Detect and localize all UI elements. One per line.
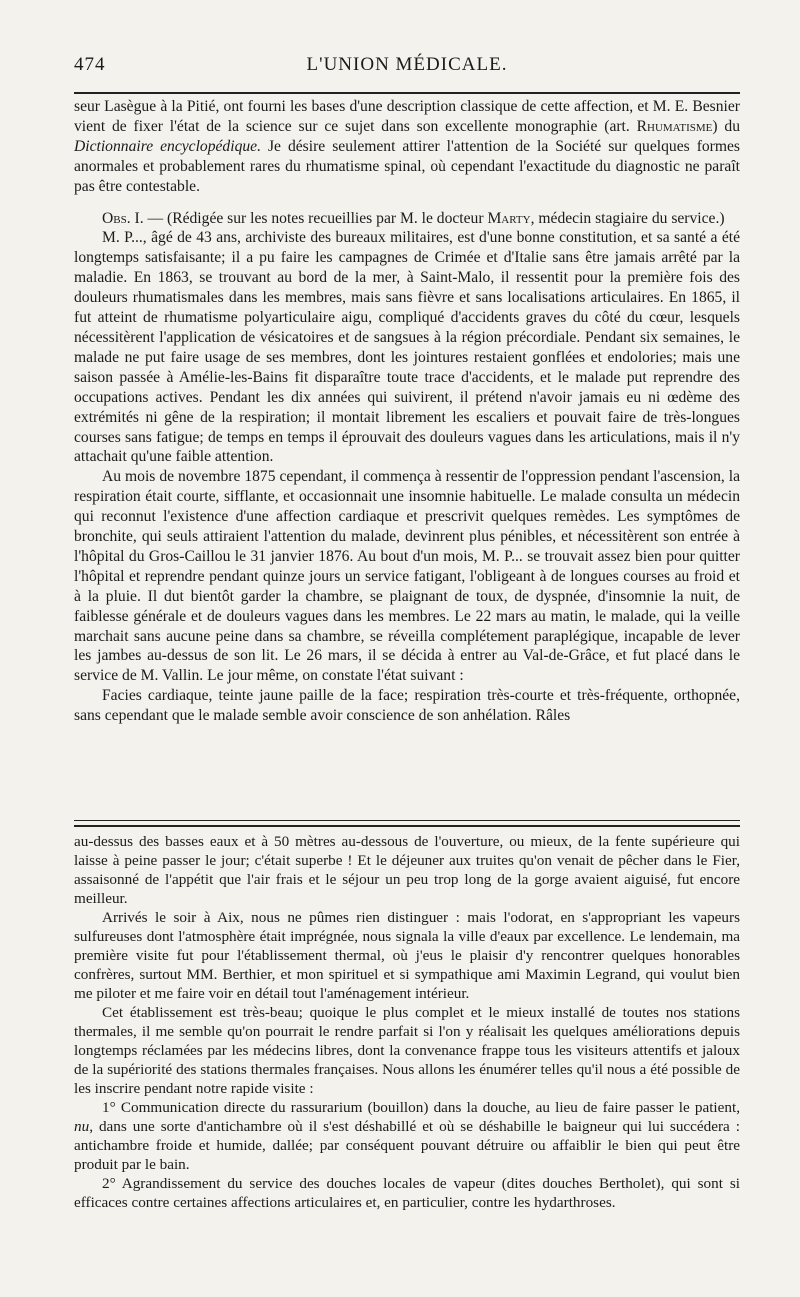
doctor-name: Marty (487, 209, 531, 227)
observation-label: Obs. I. (102, 209, 144, 227)
feuilleton-paragraph-etablissement: Cet établissement est très-beau; quoique le plus complet et le mieux installé de toutes nos stations thermales, il me semble qu'on pourrait le rendre parfait si l'on y réalisait les quelques améliorations depuis longtemps réclamées par les médecins libres, dont la convenance frappe tous les visiteurs attentifs et jaloux de la supériorité des stations thermales françaises. Nous allons les énumérer telles qu'il nous a été possible de les inscrire pendant notre rapide visite : (74, 1004, 740, 1097)
page-number: 474 (74, 54, 106, 75)
feuilleton-item-2: 2° Agrandissement du service des douches locales de vapeur (dites douches Bertholet), qui sont si efficaces contre certaines affections articulaires et, en particulier, contre les hydarthroses. (74, 1175, 740, 1211)
feuilleton-rule (74, 820, 740, 821)
running-title: L'UNION MÉDICALE. (306, 54, 508, 75)
paragraph-onset: Au mois de novembre 1875 cependant, il commença à ressentir de l'oppression pendant l'ascension, la respiration était courte, sifflante, et occasionnait une insomnie habituelle. Le malade consulta un médecin qui reconnut l'existence d'une affection cardiaque et prescrivit quelques remèdes. Les symptômes de bronchite, qui seuls attiraient l'attention du malade, devinrent plus pénibles, et nécessitèrent son entrée à l'hôpital du Gros-Caillou le 31 janvier 1876. Au bout d'un mois, M. P... se trouvait assez bien pour quitter l'hôpital et reprendre pendant quinze jours un service fatigant, l'obligeant à de longues courses au froid et à la pluie. Il dut bientôt garder la chambre, se plaignant de toux, de dyspnée, d'insomnie la nuit, de faiblesse générale et de douleurs vagues dans les membres. Le 22 mars au matin, le malade, qui la veille marchait sans aucune peine dans sa chambre, se réveilla complétement paraplégique, incapable de lever les jambes au-dessus de son lit. Le 26 mars, il se décida à entrer au Val-de-Grâce, et fut placé dans le service de M. Vallin. Le jour même, on constate l'état suivant : (74, 468, 740, 685)
dictionary-entry: Rhumatisme (636, 117, 713, 135)
feuilleton-paragraph-aix: Arrivés le soir à Aix, nous ne pûmes rien distinguer : mais l'odorat, en s'appropriant les vapeurs sulfureuses dont l'atmosphère était imprégnée, nous signala la ville d'eaux par excellence. Le lendemain, ma première visite fut pour l'établissement thermal, où j'eus le plaisir d'y rencontrer quelques honorables confrères, surtout MM. Berthier, et mon spirituel et si sympathique ami Maximin Legrand, qui voulut bien me piloter et me faire voir en détail tout l'aménagement intérieur. (74, 909, 740, 1002)
paragraph-case-history: M. P..., âgé de 43 ans, archiviste des bureaux militaires, est d'une bonne constitution, et sa santé a été longtemps satisfaisante; il a pu faire les campagnes de Crimée et d'Italie sans être jamais arrêté par la maladie. En 1863, se trouvant au bord de la mer, à Saint-Malo, il ressentit pour la première fois des douleurs rhumatismales dans les membres, mais sans fièvre et sans localisations articulaires. En 1865, il fut atteint de rhumatisme polyarticulaire aigu, compliqué d'accidents graves du côté du cœur, lesquels nécessitèrent l'application de vésicatoires et de sangsues à la région précordiale. Pendant six semaines, le malade ne put faire usage de ses membres, dont les jointures restaient gonflées et endolories; mais une saison passée à Amélie-les-Bains fit disparaître toute trace d'accidents, et le malade put reprendre des occupations actives. Pendant les dix années qui suivirent, il prétend n'avoir jamais eu ni œdème des extrémités ni gêne de la respiration; il montait librement les escaliers et pouvait faire de très-longues courses sans fatigue; de temps en temps il éprouvait des douleurs vagues dans les articulations, mais il n'y attachait qu'une faible attention. (74, 229, 740, 466)
paragraph-intro: seur Lasègue à la Pitié, ont fourni les bases d'une description classique de cette affection, et M. E. Besnier vient de fixer l'état de la science sur ce sujet dans son excellente monographie (art. Rhumatisme) du Dictionnaire encyclopédique. Je désire seulement attirer l'attention de la Société sur quelques formes anormales et probablement rares du rhumatisme spinal, où cependant l'exactitude du diagnostic ne paraît pas être contestable. (74, 98, 740, 195)
feuilleton-paragraph-gorge: au-dessus des basses eaux et à 50 mètres au-dessous de l'ouverture, ou mieux, de la fente supérieure qui laisse à peine passer le jour; c'était superbe ! Et le déjeuner aux truites qu'on venait de pêcher dans le Fier, assaisonné de l'appétit que l'air frais et le séjour un peu trop long de la gorge avaient aiguisé, fut encore meilleur. (74, 833, 740, 907)
article-body (74, 97, 740, 726)
observation-heading: Obs. I. — (Rédigée sur les notes recueillies par M. le docteur Marty, médecin stagiaire du service.) (102, 209, 725, 227)
feuilleton-item-1: 1° Communication directe du rassurarium (bouillon) dans la douche, au lieu de faire passer le patient, nu, dans une sorte d'antichambre où il s'est déshabillé et où se déshabille le baigneur qui lui succédera : antichambre froide et humide, dallée; par conséquent pouvant détruire ou affaiblir le bien qui peut être produit par le bain. (74, 1099, 740, 1173)
page-header (74, 54, 740, 82)
dictionary-title: Dictionnaire encyclopédique. (74, 137, 261, 155)
header-rule (74, 92, 740, 94)
paragraph-exam: Facies cardiaque, teinte jaune paille de la face; respiration très-courte et très-fréquente, orthopnée, sans cependant que le malade semble avoir conscience de son anhélation. Râles (74, 687, 740, 725)
feuilleton-body (74, 832, 740, 1212)
feuilleton-rule-double (74, 825, 740, 827)
